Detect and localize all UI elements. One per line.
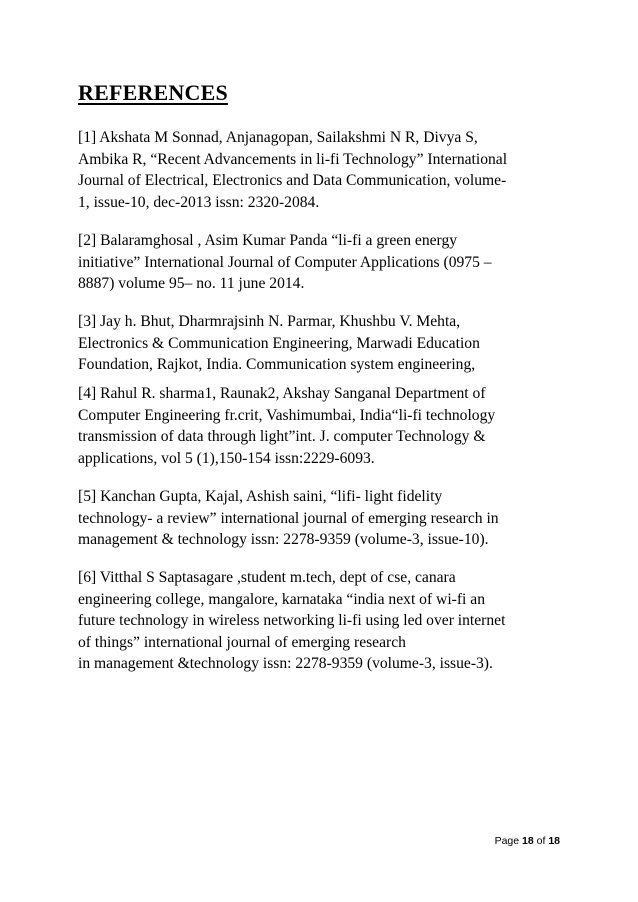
reference-line: engineering college, mangalore, karnataka “india next of wi-fi an bbox=[78, 590, 485, 608]
reference-line: 8887) volume 95– no. 11 june 2014. bbox=[78, 275, 305, 293]
reference-line: of things” international journal of emerging research bbox=[78, 633, 406, 651]
current-page-number: 18 bbox=[522, 835, 534, 847]
reference-line: management & technology issn: 2278-9359 (volume-3, issue-10). bbox=[78, 531, 489, 549]
reference-line: initiative” International Journal of Computer Applications (0975 – bbox=[78, 253, 492, 271]
reference-line: Journal of Electrical, Electronics and Data Communication, volume- bbox=[78, 172, 507, 190]
reference-line: [6] Vitthal S Saptasagare ,student m.tech, dept of cse, canara bbox=[78, 569, 456, 586]
total-pages-number: 18 bbox=[548, 835, 560, 847]
page-footer bbox=[495, 834, 560, 848]
reference-line: Electronics & Communication Engineering, Marwadi Education bbox=[78, 334, 480, 352]
reference-line: future technology in wireless networking li-fi using led over internet bbox=[78, 612, 506, 630]
reference-line: [3] Jay h. Bhut, Dharmrajsinh N. Parmar, Khushbu V. Mehta, bbox=[78, 313, 461, 330]
of-label: of bbox=[536, 835, 546, 847]
reference-line: [2] Balaramghosal , Asim Kumar Panda “li-fi a green energy bbox=[78, 232, 458, 249]
reference-entry-2 bbox=[78, 230, 568, 295]
reference-line: in management &technology issn: 2278-9359 (volume-3, issue-3). bbox=[78, 655, 493, 673]
reference-line: applications, vol 5 (1),150-154 issn:2229-6093. bbox=[78, 449, 375, 467]
reference-line: [4] Rahul R. sharma1, Raunak2, Akshay Sanganal Department of bbox=[78, 385, 486, 402]
reference-line: Computer Engineering fr.crit, Vashimumbai, India“li-fi technology bbox=[78, 406, 496, 424]
reference-line: 1, issue-10, dec-2013 issn: 2320-2084. bbox=[78, 193, 320, 211]
page-label: Page bbox=[494, 835, 520, 847]
reference-line: technology- a review” international journal of emerging research in bbox=[78, 509, 499, 527]
reference-line: Foundation, Rajkot, India. Communication system engineering, bbox=[78, 356, 476, 374]
reference-entry-3 bbox=[78, 311, 568, 376]
reference-line: transmission of data through light”int. J. computer Technology & bbox=[78, 428, 486, 446]
references-heading: REFERENCES bbox=[78, 80, 228, 105]
reference-entry-5 bbox=[78, 486, 568, 551]
reference-line: [5] Kanchan Gupta, Kajal, Ashish saini, “lifi- light fidelity bbox=[78, 488, 443, 505]
reference-entry-1 bbox=[78, 127, 568, 213]
reference-line: [1] Akshata M Sonnad, Anjanagopan, Sailakshmi N R, Divya S, bbox=[78, 129, 478, 146]
reference-entry-4 bbox=[78, 383, 568, 469]
reference-entry-6 bbox=[78, 567, 568, 675]
reference-line: Ambika R, “Recent Advancements in li-fi Technology” International bbox=[78, 150, 508, 168]
